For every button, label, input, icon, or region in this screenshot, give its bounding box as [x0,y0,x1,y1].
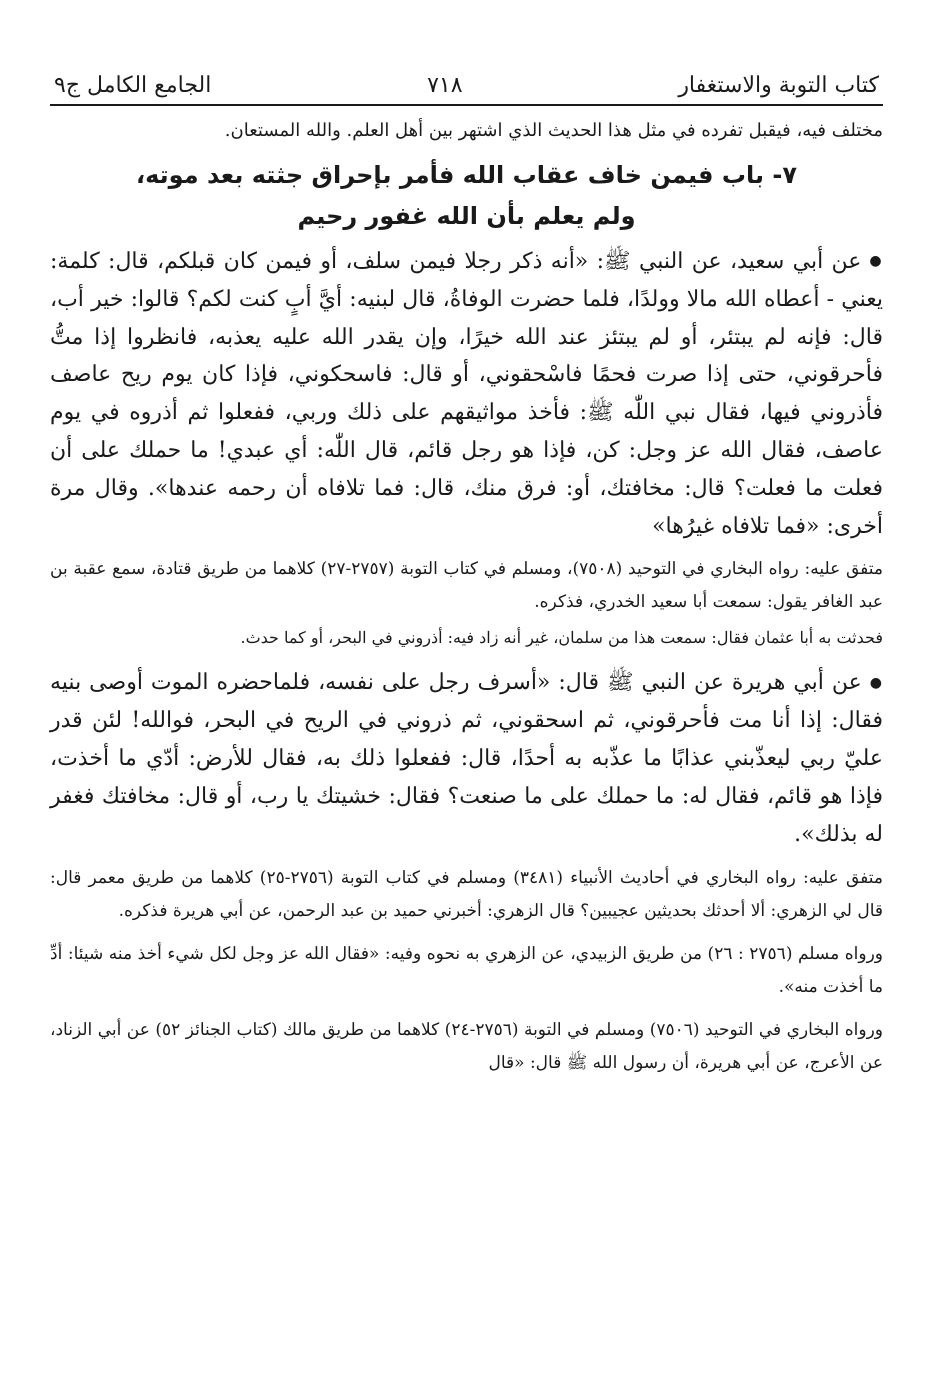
takhrij-note-4: ورواه مسلم (٢٧٥٦ : ٢٦) من طريق الزبيدي، عن الزهري به نحوه وفيه: «فقال الله عز وجل لكل شيء أخذ منه شيئا: أدِّ ما أخذت منه». [50,943,884,997]
book-title: كتاب التوبة والاستغفار [678,73,879,98]
volume-label: الجامع الكامل ج٩ [54,73,212,98]
page-number: ٧١٨ [427,73,463,98]
page-header [50,52,883,106]
hadith-1 [50,243,883,545]
hadith-2-text: عن أبي هريرة عن النبي ﷺ قال: «أسرف رجل على نفسه، فلماحضره الموت أوصى بنيه فقال: إذا أنا مت فأحرقوني، ثم اسحقوني، ثم ذروني في الريح في البحر، فوالله! لئن قدر عليّ ربي ليعذّبني عذابًا ما عذّبه به أحدًا، قال: ففعلوا ذلك به، فقال للأرض: أدّي ما أخذت، فإذا هو قائم، فقال له: ما حملك على ما صنعت؟ فقال: خشيتك يا رب، أو قال: مخافتك فغفر له بذلك». [50,670,883,847]
chapter-title-line-2: ولم يعلم بأن الله غفور رحيم [297,202,636,230]
chapter-title [50,155,883,237]
bullet-icon: ● [869,674,884,691]
takhrij-note-3: متفق عليه: رواه البخاري في أحاديث الأنبياء (٣٤٨١) ومسلم في كتاب التوبة (٢٧٥٦-٢٥) كلاهما من طريق معمر قال: قال لي الزهري: ألا أحدثك بحديثين عجيبين؟ قال الزهري: أخبرني حميد بن عبد الرحمن، عن أبي هريرة فذكره. [50,867,883,921]
chapter-title-line-1: ٧- باب فيمن خاف عقاب الله فأمر بإحراق جثته بعد موته، [136,161,797,189]
takhrij-note-2: فحدثت به أبا عثمان فقال: سمعت هذا من سلمان، غير أنه زاد فيه: أذروني في البحر، أو كما حدث. [240,628,883,648]
hadith-1-text: عن أبي سعيد، عن النبي ﷺ: «أنه ذكر رجلا فيمن سلف، أو فيمن كان قبلكم، قال: كلمة: يعني - أعطاه الله مالا وولدًا، فلما حضرت الوفاةُ، قال لبنيه: أيَّ أبٍ كنت لكم؟ قالوا: خير أب، قال: فإنه لم يبتئر، أو لم يبتئز عند الله خيرًا، وإن يقدر الله عليه يعذبه، فانظروا إذا متُّ فأحرقوني، حتى إذا صرت فحمًا فاسْحقوني، أو قال: فاسحكوني، فإذا كان يوم ريح عاصف فأذروني فيها، فقال نبي اللّٰه ﷺ: فأخذ مواثيقهم على ذلك وربي، ففعلوا ثم أذروه في يوم عاصف، فقال الله عز وجل: كن، فإذا هو رجل قائم، قال اللّٰه: أي عبدي! ما حملك على أن فعلت ما فعلت؟ قال: مخافتك، أو: فرق منك، قال: فما تلافاه أن رحمه عندها». وقال مرة أخرى: «فما تلافاه غيرُها» [50,249,883,539]
bullet-icon: ● [869,253,883,270]
takhrij-note-1: متفق عليه: رواه البخاري في التوحيد (٧٥٠٨)، ومسلم في كتاب التوبة (٢٧٥٧-٢٧) كلاهما من طريق قتادة، سمع عقبة بن عبد الغافر يقول: سمعت أبا سعيد الخدري، فذكره. [50,559,883,613]
takhrij-note-5: ورواه البخاري في التوحيد (٧٥٠٦) ومسلم في التوبة (٢٧٥٦-٢٤) كلاهما من طريق مالك (كتاب الجنائز ٥٢) عن أبي الزناد، عن الأعرج، عن أبي هريرة، أن رسول الله ﷺ قال: «قال [50,1019,883,1073]
hadith-2 [50,664,883,853]
intro-line: مختلف فيه، فيقبل تفرده في مثل هذا الحديث الذي اشتهر بين أهل العلم. والله المستعان. [224,120,883,141]
